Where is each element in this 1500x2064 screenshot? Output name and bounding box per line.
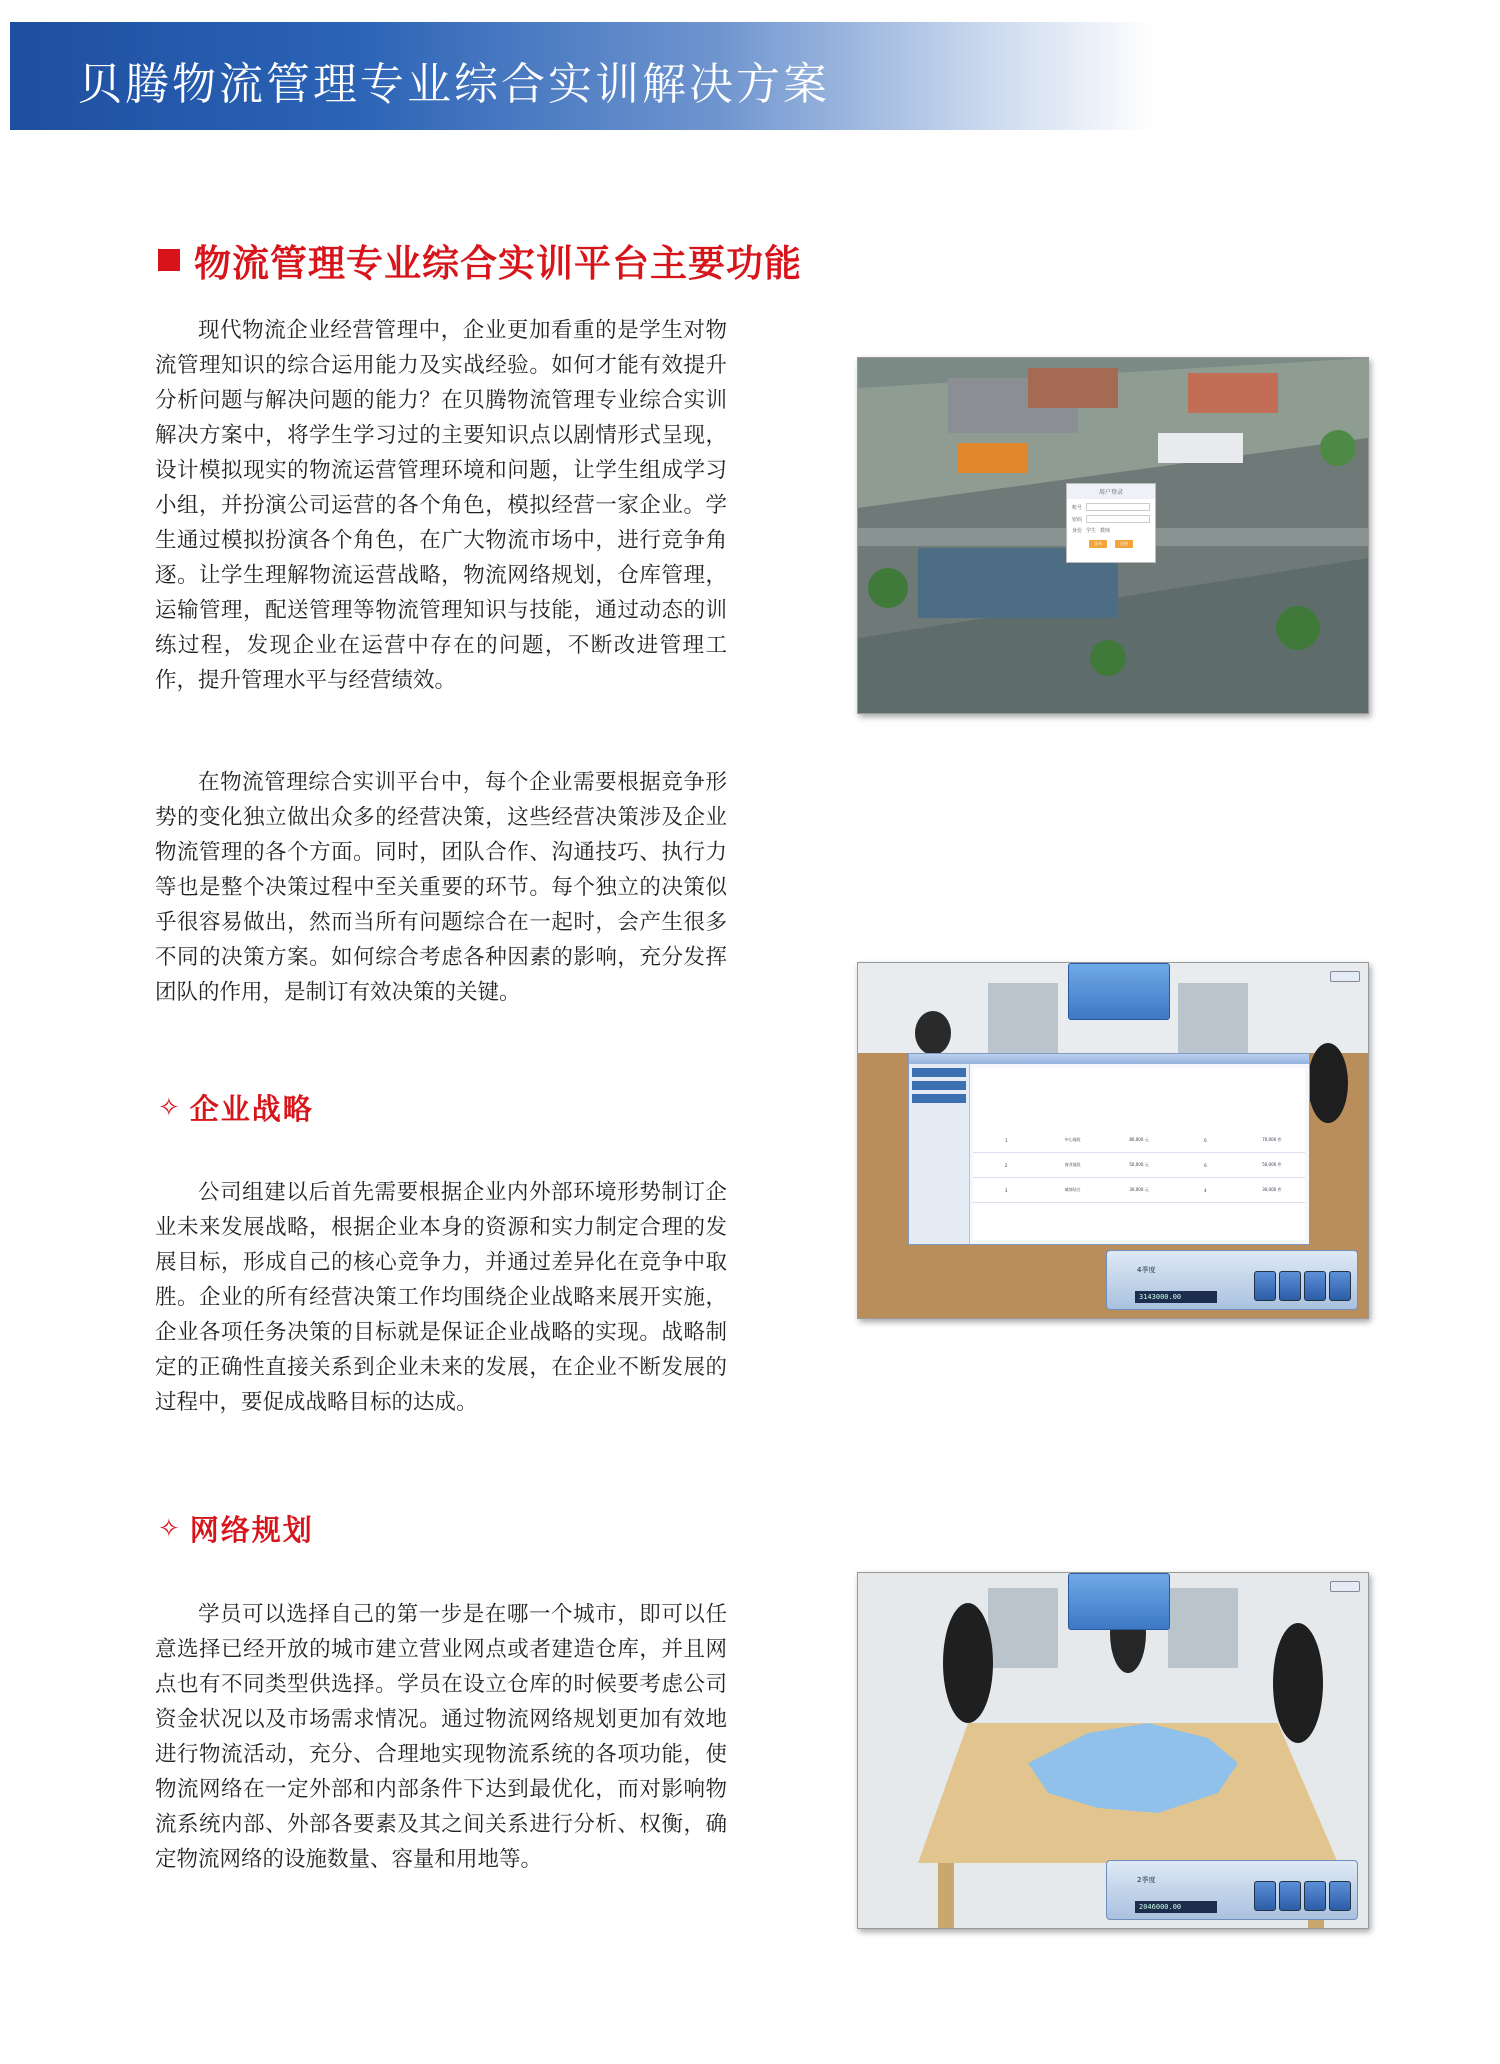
banner-title: 贝腾物流管理专业综合实训解决方案 <box>78 59 830 110</box>
red-square-bullet-icon <box>158 249 180 271</box>
status-board <box>1068 963 1170 1020</box>
cell-count: 6 <box>1204 1137 1207 1143</box>
subsection-heading-network <box>158 1508 314 1549</box>
cell-cost: 80,000 元 <box>1129 1137 1149 1142</box>
four-point-star-icon: ✧ <box>158 1092 180 1123</box>
strategy-paragraph: 公司组建以后首先需要根据企业内外部环境形势制订企业未来发展战略，根据企业本身的资源和实力制定合理的发展目标，形成自己的核心竞争力，并通过差异化在竞争中取胜。企业的所有经营决策工作均围绕企业战略来展开实施，企业各项任务决策的目标就是保证企业战略的实现。战略制定的正确性直接关系到企业未来的发展，在企业不断发展的过程中，要促成战略目标的达成。 <box>155 1180 727 1415</box>
cell-count: 6 <box>1204 1162 1207 1168</box>
strategy-screenshot <box>857 962 1369 1319</box>
cell-cost: 50,000 元 <box>1129 1162 1149 1167</box>
network-screenshot <box>857 1572 1369 1929</box>
login-button[interactable]: 登录 <box>1089 540 1107 548</box>
cell-no: 3 <box>1004 1187 1008 1193</box>
money-display: 2046000.00 <box>1135 1901 1217 1913</box>
cell-type: 中心地段 <box>1064 1137 1081 1142</box>
cell-value: 70,000 件 <box>1262 1137 1282 1142</box>
toolbar-button-icon[interactable] <box>1329 1271 1351 1301</box>
close-button[interactable] <box>1330 971 1360 982</box>
sidebar-nav-item[interactable] <box>912 1068 966 1077</box>
password-label: 密码 <box>1072 516 1083 523</box>
cell-no: 1 <box>1004 1137 1008 1143</box>
password-input[interactable] <box>1086 515 1150 523</box>
toolbar-button-icon[interactable] <box>1279 1271 1301 1301</box>
game-status-bar <box>1106 1250 1358 1310</box>
window-sidebar <box>909 1064 970 1244</box>
subsection-heading-strategy <box>158 1087 314 1128</box>
cell-cost: 30,000 元 <box>1129 1187 1149 1192</box>
intro-paragraph-2: 在物流管理综合实训平台中，每个企业需要根据竞争形势的变化独立做出众多的经营决策，这些经营决策涉及企业物流管理的各个方面。同时，团队合作、沟通技巧、执行力等也是整个决策过程中至关重要的环节。每个独立的决策似乎很容易做出，然而当所有问题综合在一起时，会产生很多不同的决策方案。如何综合考虑各种因素的影响，充分发挥团队的作用，是制订有效决策的关键。 <box>155 770 727 1005</box>
season-label: 2季度 <box>1137 1876 1156 1884</box>
section-heading <box>158 233 802 287</box>
toolbar-icons <box>1254 1271 1351 1301</box>
cell-no: 2 <box>1004 1162 1008 1168</box>
header-banner <box>10 22 1155 130</box>
sidebar-nav-item[interactable] <box>912 1094 966 1103</box>
season-label: 4季度 <box>1137 1266 1156 1274</box>
login-dialog <box>1066 483 1156 563</box>
password-row <box>1072 515 1150 523</box>
toolbar-button-icon[interactable] <box>1329 1881 1351 1911</box>
cell-type: 城郊结合 <box>1064 1187 1081 1192</box>
sidebar-nav-item[interactable] <box>912 1081 966 1090</box>
identity-label: 身份 <box>1072 528 1083 534</box>
game-status-bar <box>1106 1860 1358 1920</box>
cell-count: 4 <box>1204 1187 1207 1193</box>
table-row <box>973 1178 1305 1203</box>
account-input[interactable] <box>1086 503 1150 511</box>
toolbar-button-icon[interactable] <box>1304 1881 1326 1911</box>
strategy-window <box>908 1053 1310 1245</box>
role-teacher-option[interactable]: 教师 <box>1100 528 1111 534</box>
close-button[interactable] <box>1330 1581 1360 1592</box>
content-header-space <box>973 1068 1305 1128</box>
status-board <box>1068 1573 1170 1630</box>
intro-paragraph-1: 现代物流企业经营管理中，企业更加看重的是学生对物流管理知识的综合运用能力及实战经验。如何才能有效提升分析问题与解决问题的能力？在贝腾物流管理专业综合实训解决方案中，将学生学习过的主要知识点以剧情形式呈现，设计模拟现实的物流运营管理环境和问题，让学生组成学习小组，并扮演公司运营的各个角色，模拟经营一家企业。学生通过模拟扮演各个角色，在广大物流市场中，进行竞争角逐。让学生理解物流运营战略，物流网络规划，仓库管理，运输管理，配送管理等物流管理知识与技能，通过动态的训练过程，发现企业在运营中存在的问题，不断改进管理工作，提升管理水平与经营绩效。 <box>155 318 727 693</box>
subsection-title: 企业战略 <box>189 1092 314 1126</box>
role-student-option[interactable]: 学生 <box>1086 528 1097 534</box>
account-row <box>1072 503 1150 511</box>
account-label: 账号 <box>1072 504 1083 511</box>
cell-type: 商业地段 <box>1064 1162 1081 1167</box>
money-display: 3143000.00 <box>1135 1291 1217 1303</box>
register-button[interactable]: 注册 <box>1115 540 1133 548</box>
login-dialog-title: 用户登录 <box>1067 484 1155 499</box>
toolbar-button-icon[interactable] <box>1279 1881 1301 1911</box>
cell-value: 30,000 件 <box>1262 1187 1282 1192</box>
section-title: 物流管理专业综合实训平台主要功能 <box>194 242 802 285</box>
toolbar-icons <box>1254 1881 1351 1911</box>
login-screenshot <box>857 357 1369 714</box>
window-titlebar <box>909 1054 1309 1064</box>
toolbar-button-icon[interactable] <box>1254 1271 1276 1301</box>
cell-value: 50,000 件 <box>1262 1162 1282 1167</box>
subsection-title: 网络规划 <box>189 1513 314 1547</box>
table-row <box>973 1153 1305 1178</box>
login-buttons <box>1067 540 1155 548</box>
four-point-star-icon: ✧ <box>158 1513 180 1544</box>
table-row <box>973 1128 1305 1153</box>
toolbar-button-icon[interactable] <box>1304 1271 1326 1301</box>
identity-row <box>1072 527 1150 534</box>
window-content <box>973 1068 1305 1240</box>
network-paragraph: 学员可以选择自己的第一步是在哪一个城市，即可以任意选择已经开放的城市建立营业网点或者建造仓库，并且网点也有不同类型供选择。学员在设立仓库的时候要考虑公司资金状况以及市场需求情况。通过物流网络规划更加有效地进行物流活动，充分、合理地实现物流系统的各项功能，使物流网络在一定外部和内部条件下达到最优化，而对影响物流系统内部、外部各要素及其之间关系进行分析、权衡，确定物流网络的设施数量、容量和用地等。 <box>155 1602 727 1872</box>
toolbar-button-icon[interactable] <box>1254 1881 1276 1911</box>
